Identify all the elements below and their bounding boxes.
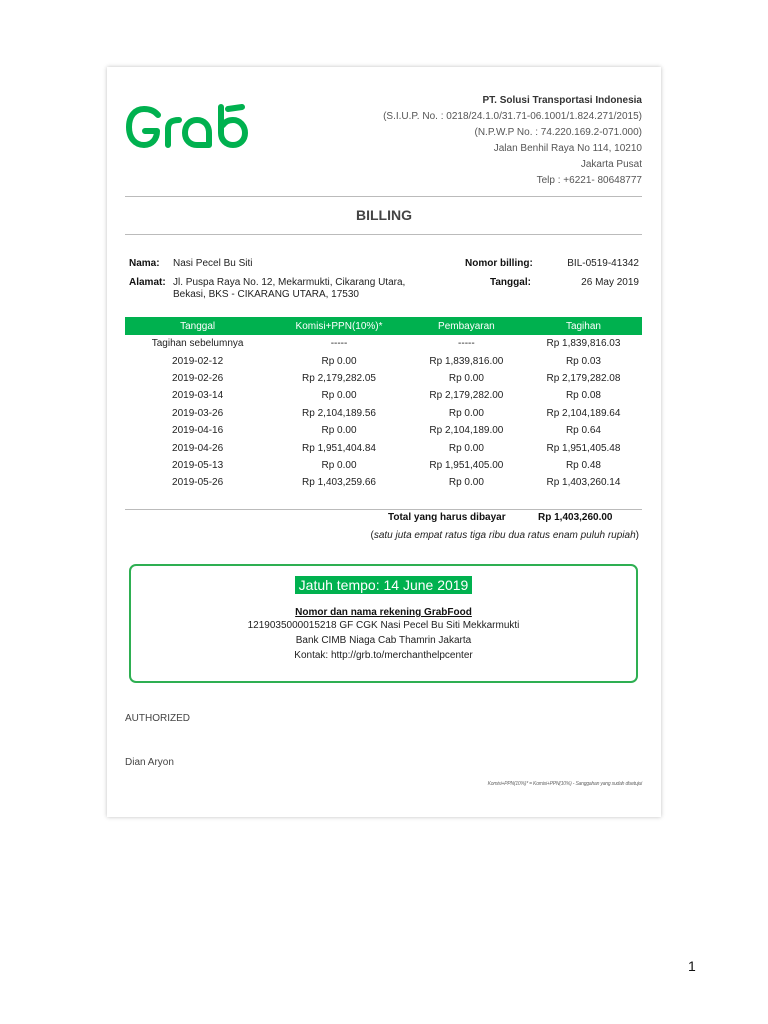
table-cell: 2019-02-26: [172, 372, 224, 384]
total-in-words: (satu juta empat ratus tiga ribu dua ratus enam puluh rupiah): [370, 530, 639, 541]
table-cell: 2019-04-16: [172, 425, 224, 437]
table-cell: Rp 1,403,260.14: [546, 477, 621, 489]
table-cell: Rp 0.64: [565, 425, 601, 437]
divider: [125, 509, 642, 510]
customer-name-label: Nama:: [129, 258, 160, 269]
billing-document: [107, 67, 661, 817]
due-date-title: Jatuh tempo: 14 June 2019: [295, 576, 473, 594]
table-cell: Rp 0.03: [565, 355, 601, 367]
company-phone: Telp : +6221- 80648777: [536, 175, 642, 186]
table-cell: Rp 1,951,405.48: [546, 442, 621, 454]
company-city: Jakarta Pusat: [580, 159, 642, 170]
table-cell: Rp 0.00: [321, 390, 357, 402]
column-header: Tanggal: [125, 317, 270, 335]
account-heading: Nomor dan nama rekening GrabFood: [295, 607, 472, 618]
table-cell: 2019-03-26: [172, 407, 224, 419]
total-label: Total yang harus dibayar: [388, 512, 506, 523]
table-cell: Rp 0.00: [321, 355, 357, 367]
table-cell: Rp 2,179,282.05: [302, 372, 376, 384]
table-cell: 2019-03-14: [172, 390, 224, 402]
table-row: [125, 352, 642, 369]
billing-date-label: Tanggal:: [490, 277, 531, 288]
bank-name: Bank CIMB Niaga Cab Thamrin Jakarta: [295, 635, 472, 646]
table-cell: Rp 1,403,259.66: [302, 477, 376, 489]
table-cell: Rp 1,839,816.03: [546, 338, 621, 350]
billing-number-label: Nomor billing:: [465, 258, 533, 269]
signer-name: Dian Aryon: [125, 757, 174, 768]
table-cell: Rp 2,104,189.64: [546, 407, 621, 419]
table-row: [125, 335, 642, 352]
table-cell: Rp 0.00: [448, 372, 484, 384]
footnote: Komisi+PPN(10%)* = Komisi+PPN(10%) - Sanggahan yang sudah disetujui: [487, 781, 642, 787]
table-cell: Rp 0.08: [565, 390, 601, 402]
billing-table: [125, 317, 642, 492]
customer-address-line1: Jl. Puspa Raya No. 12, Mekarmukti, Cikarang Utara,: [173, 277, 406, 288]
account-number: 1219035000015218 GF CGK Nasi Pecel Bu Siti Mekkarmukti: [247, 620, 520, 631]
total-amount: Rp 1,403,260.00: [538, 512, 613, 523]
page-number: 1: [688, 958, 696, 974]
table-cell: -----: [330, 338, 348, 350]
customer-address-label: Alamat:: [129, 277, 166, 288]
table-row: [125, 370, 642, 387]
billing-date: 26 May 2019: [581, 277, 639, 288]
table-cell: 2019-02-12: [172, 355, 224, 367]
table-row: [125, 439, 642, 456]
customer-address-line2: Bekasi, BKS - CIKARANG UTARA, 17530: [173, 289, 359, 300]
customer-name: Nasi Pecel Bu Siti: [173, 258, 253, 269]
divider: [125, 234, 642, 235]
table-cell: 2019-04-26: [172, 442, 224, 454]
table-cell: Rp 0.00: [321, 425, 357, 437]
table-cell: Rp 2,179,282.00: [429, 390, 504, 402]
page-title: BILLING: [356, 207, 412, 223]
table-row: [125, 474, 642, 491]
contact-info: Kontak: http://grb.to/merchanthelpcenter: [294, 650, 473, 661]
grab-logo: [124, 103, 258, 151]
table-cell: Rp 0.00: [448, 477, 484, 489]
column-header: Pembayaran: [408, 317, 525, 335]
customer-address: [173, 277, 405, 301]
authorized-label: AUTHORIZED: [125, 713, 190, 724]
table-cell: Rp 1,951,404.84: [302, 442, 376, 454]
due-date-box: [129, 564, 638, 683]
table-row: [125, 457, 642, 474]
table-row: [125, 422, 642, 439]
table-row: [125, 405, 642, 422]
company-npwp: (N.P.W.P No. : 74.220.169.2-071.000): [474, 127, 642, 138]
column-header: Tagihan: [525, 317, 642, 335]
column-header: Komisi+PPN(10%)*: [270, 317, 408, 335]
table-cell: -----: [458, 338, 475, 350]
table-cell: Rp 1,839,816.00: [429, 355, 504, 367]
table-cell: 2019-05-26: [172, 477, 224, 489]
divider: [125, 196, 642, 197]
billing-number: BIL-0519-41342: [567, 258, 639, 269]
table-cell: Rp 0.00: [321, 459, 357, 471]
table-cell: Rp 0.00: [448, 407, 484, 419]
table-cell: 2019-05-13: [172, 459, 224, 471]
table-cell: Rp 0.00: [448, 442, 484, 454]
table-cell: Rp 0.48: [565, 459, 601, 471]
table-row: [125, 387, 642, 404]
table-cell: Tagihan sebelumnya: [151, 338, 244, 350]
table-cell: Rp 1,951,405.00: [429, 459, 504, 471]
table-cell: Rp 2,179,282.08: [546, 372, 621, 384]
company-name: PT. Solusi Transportasi Indonesia: [482, 95, 642, 106]
company-address: Jalan Benhil Raya No 114, 10210: [493, 143, 642, 154]
table-cell: Rp 2,104,189.56: [302, 407, 376, 419]
company-siup: (S.I.U.P. No. : 0218/24.1.0/31.71-06.1001/1.824.271/2015): [383, 111, 642, 122]
table-cell: Rp 2,104,189.00: [429, 425, 504, 437]
table-header-row: [125, 317, 642, 335]
company-info: [383, 93, 642, 189]
